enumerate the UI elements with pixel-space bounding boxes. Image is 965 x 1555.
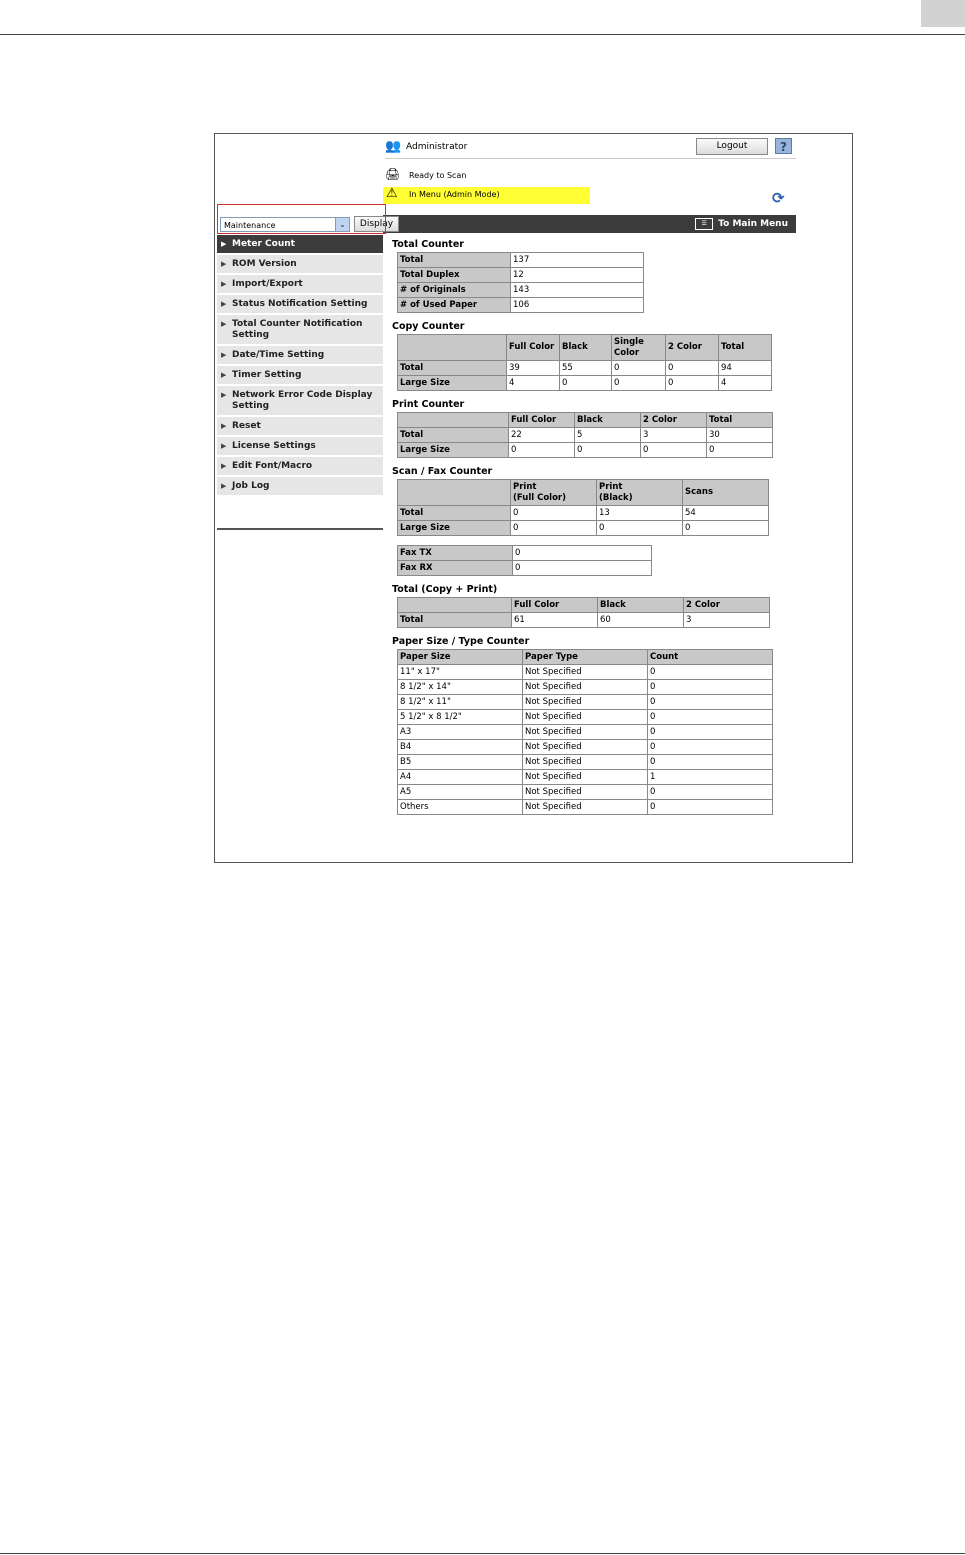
table-row: Fax TX 0 <box>398 546 652 561</box>
table-row: Total 61 60 3 <box>398 613 770 628</box>
triangle-right-icon: ▶ <box>221 371 227 379</box>
table-row: Fax RX 0 <box>398 561 652 576</box>
warning-icon: ⚠ <box>386 186 398 201</box>
table-row: Total 137 <box>398 253 644 268</box>
category-select-value: Maintenance <box>224 221 276 230</box>
sidebar-item-license-settings[interactable]: ▶ License Settings <box>217 437 383 455</box>
triangle-right-icon: ▶ <box>221 462 227 470</box>
display-button[interactable]: Display <box>354 216 399 232</box>
table-row: Total 39 55 0 0 94 <box>398 361 772 376</box>
table-row: Large Size 4 0 0 0 4 <box>398 376 772 391</box>
triangle-right-icon: ▶ <box>221 300 227 308</box>
scan-fax-counter-title: Scan / Fax Counter <box>392 466 493 477</box>
table-row: B4 Not Specified 0 <box>398 740 773 755</box>
nav-bar <box>383 215 796 233</box>
main-content <box>391 235 801 815</box>
sidebar-item-reset[interactable]: ▶ Reset <box>217 417 383 435</box>
sidebar-item-job-log[interactable]: ▶ Job Log <box>217 477 383 495</box>
table-row: Total 22 5 3 30 <box>398 428 773 443</box>
total-copy-print-table <box>397 597 770 628</box>
screenshot-frame <box>214 133 853 863</box>
paper-counter-title: Paper Size / Type Counter <box>392 636 530 647</box>
table-row: B5 Not Specified 0 <box>398 755 773 770</box>
copy-counter-table <box>397 334 772 391</box>
logout-button[interactable]: Logout <box>696 138 768 155</box>
table-row: Total Duplex 12 <box>398 268 644 283</box>
triangle-right-icon: ▶ <box>221 260 227 268</box>
sidebar-item-date-time[interactable]: ▶ Date/Time Setting <box>217 346 383 364</box>
status-ready: Ready to Scan <box>409 171 467 180</box>
table-row: 8 1/2" x 11" Not Specified 0 <box>398 695 773 710</box>
table-header-row: Full Color Black Single Color 2 Color Total <box>398 335 772 361</box>
print-counter-table <box>397 412 773 458</box>
table-row: 11" x 17" Not Specified 0 <box>398 665 773 680</box>
total-copy-print-title: Total (Copy + Print) <box>392 584 498 595</box>
table-header-row: Paper Size Paper Type Count <box>398 650 773 665</box>
table-row: Large Size 0 0 0 <box>398 521 769 536</box>
triangle-right-icon: ▶ <box>221 320 227 328</box>
table-row: # of Used Paper 106 <box>398 298 644 313</box>
chevron-down-icon: ⌄ <box>335 218 349 231</box>
table-header-row: Full Color Black 2 Color Total <box>398 413 773 428</box>
refresh-icon[interactable]: ⟳ <box>772 189 785 207</box>
copy-counter-title: Copy Counter <box>392 321 465 332</box>
table-row: # of Originals 143 <box>398 283 644 298</box>
table-header-row: Full Color Black 2 Color <box>398 598 770 613</box>
sidebar-item-edit-font-macro[interactable]: ▶ Edit Font/Macro <box>217 457 383 475</box>
triangle-right-icon: ▶ <box>221 422 227 430</box>
page-corner-tab <box>921 0 965 27</box>
table-row: A4 Not Specified 1 <box>398 770 773 785</box>
triangle-right-icon: ▶ <box>221 391 227 399</box>
triangle-right-icon: ▶ <box>221 482 227 490</box>
sidebar-item-import-export[interactable]: ▶ Import/Export <box>217 275 383 293</box>
mode-text: In Menu (Admin Mode) <box>409 190 500 199</box>
scan-fax-counter-table <box>397 479 769 536</box>
table-row: 8 1/2" x 14" Not Specified 0 <box>398 680 773 695</box>
sidebar-item-timer[interactable]: ▶ Timer Setting <box>217 366 383 384</box>
help-button[interactable]: ? <box>775 138 792 154</box>
triangle-right-icon: ▶ <box>221 280 227 288</box>
table-row: Others Not Specified 0 <box>398 800 773 815</box>
table-header-row: Print (Full Color) Print (Black) Scans <box>398 480 769 506</box>
triangle-right-icon: ▶ <box>221 240 227 248</box>
sidebar-item-meter-count[interactable]: ▶ Meter Count <box>217 235 383 253</box>
table-row: A3 Not Specified 0 <box>398 725 773 740</box>
sidebar-end-rule <box>217 528 383 530</box>
sidebar <box>217 235 383 497</box>
triangle-right-icon: ▶ <box>221 442 227 450</box>
paper-counter-table <box>397 649 773 815</box>
table-row: A5 Not Specified 0 <box>398 785 773 800</box>
table-row: Total 0 13 54 <box>398 506 769 521</box>
fax-counter-table <box>397 545 652 576</box>
admin-user-label: Administrator <box>406 142 468 152</box>
header-divider <box>385 158 796 159</box>
table-row: Large Size 0 0 0 0 <box>398 443 773 458</box>
total-counter-title: Total Counter <box>392 239 464 250</box>
print-counter-title: Print Counter <box>392 399 465 410</box>
bottom-rule <box>0 1553 965 1554</box>
sidebar-item-rom-version[interactable]: ▶ ROM Version <box>217 255 383 273</box>
printer-icon: 🖨 <box>385 167 401 181</box>
to-main-menu-label: To Main Menu <box>718 219 788 229</box>
sidebar-item-network-error-code[interactable]: ▶ Network Error Code Display Setting <box>217 386 383 415</box>
table-row: 5 1/2" x 8 1/2" Not Specified 0 <box>398 710 773 725</box>
sidebar-item-status-notification[interactable]: ▶ Status Notification Setting <box>217 295 383 313</box>
sidebar-item-total-counter-notification[interactable]: ▶ Total Counter Notification Setting <box>217 315 383 344</box>
menu-icon: ☰ <box>695 218 713 230</box>
total-counter-table <box>397 252 644 313</box>
triangle-right-icon: ▶ <box>221 351 227 359</box>
highlight-box <box>217 204 386 234</box>
admin-user-icon: 👥 <box>385 139 402 154</box>
top-rule <box>0 34 965 35</box>
to-main-menu-link[interactable] <box>695 218 788 230</box>
mode-banner <box>383 187 590 204</box>
